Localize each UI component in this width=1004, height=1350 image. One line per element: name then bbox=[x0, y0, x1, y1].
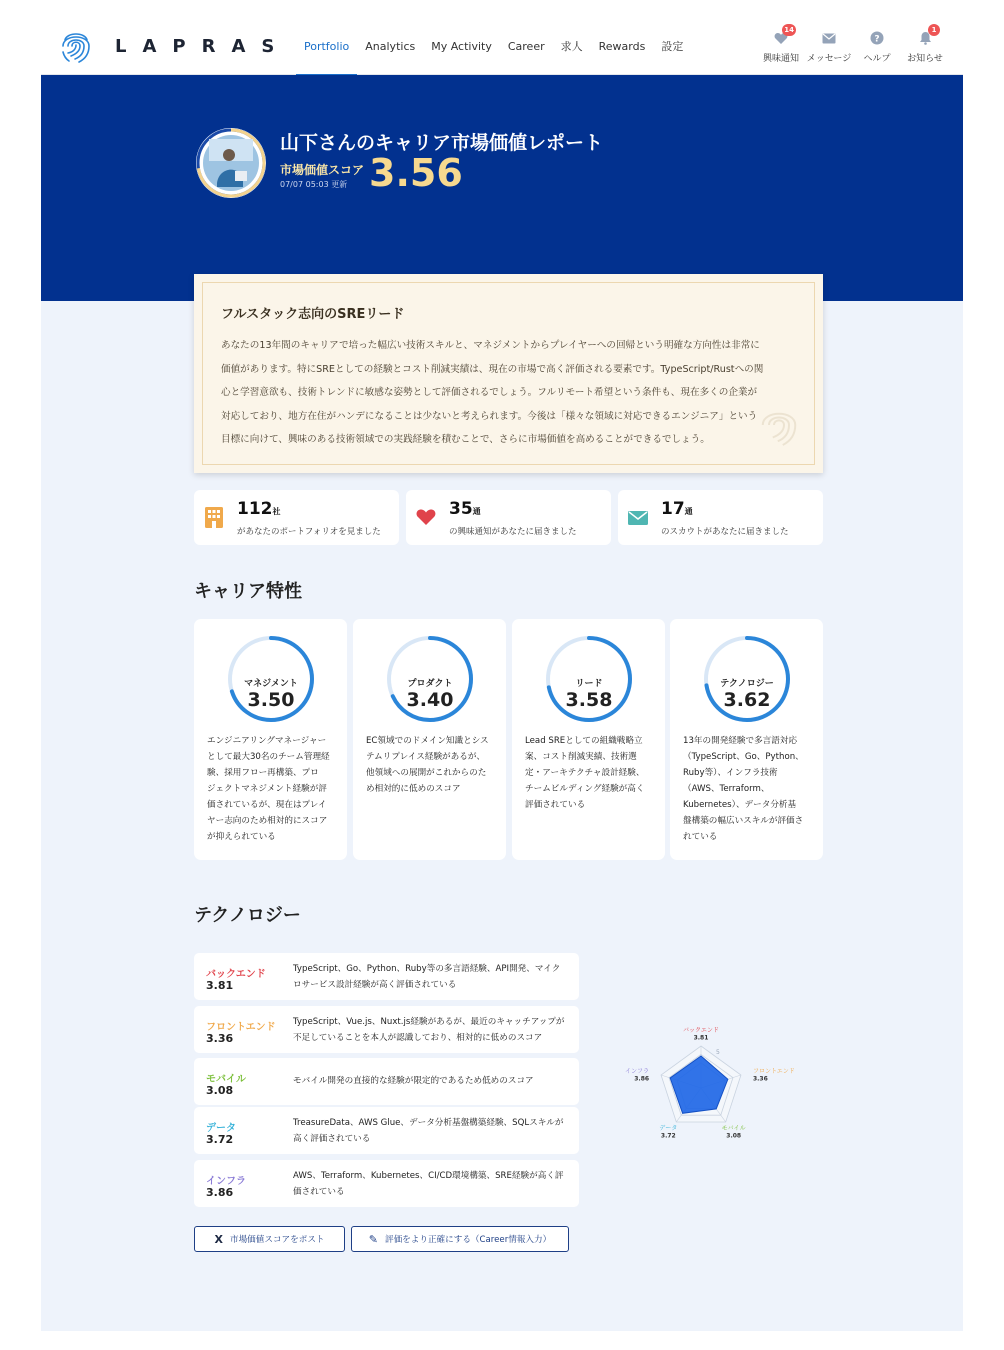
career-description: EC領域でのドメイン知識とシス テムリプレイス経験があるが、 他領域への展開がこれからのた め相対的に低めのスコア bbox=[366, 736, 489, 794]
gauge-label: リード bbox=[575, 679, 603, 689]
career-card-management bbox=[194, 619, 347, 860]
interest-badge: 14 bbox=[784, 26, 794, 34]
mail-icon bbox=[628, 506, 648, 528]
tech-description: モバイル開発の直接的な経験が限定的であるため低めのスコア bbox=[293, 1076, 534, 1086]
career-description: Lead SREとしての組織戦略立 案、コスト削減実績、技術選 定・アーキテクチャ設計経験、 チームビルディング経験が高く 評価されている bbox=[525, 736, 645, 810]
post-score-label: 市場価値スコアをポスト bbox=[229, 1235, 325, 1245]
improve-accuracy-label: 評価をより正確にする（Career情報入力） bbox=[384, 1235, 552, 1245]
nav-career[interactable]: Career bbox=[507, 40, 545, 53]
radar-axis-value: 3.36 bbox=[752, 1075, 768, 1083]
stat-number: 35通 bbox=[449, 499, 481, 519]
interest-label: 興味通知 bbox=[762, 54, 799, 64]
radar-axis-name: モバイル bbox=[721, 1124, 746, 1132]
stat-text: のスカウトがあなたに届きました bbox=[661, 527, 789, 537]
radar-scale-label: 5 bbox=[716, 1049, 720, 1056]
stat-portfolio-views bbox=[194, 490, 399, 545]
tech-name: モバイル bbox=[206, 1074, 246, 1085]
pencil-icon: ✎ bbox=[368, 1232, 378, 1246]
updated-time: 07/07 05:03 更新 bbox=[280, 180, 348, 189]
notices-label: お知らせ bbox=[907, 54, 943, 64]
help-label: ヘルプ bbox=[863, 54, 891, 64]
main-nav bbox=[296, 18, 691, 75]
tech-score: 3.36 bbox=[206, 1032, 234, 1045]
stat-scouts bbox=[618, 490, 823, 545]
tech-score: 3.86 bbox=[206, 1186, 234, 1199]
help-icon bbox=[853, 29, 901, 47]
radar-axis-value: 3.81 bbox=[693, 1034, 709, 1042]
tech-name: フロントエンド bbox=[206, 1022, 276, 1033]
radar-axis-value: 3.72 bbox=[660, 1132, 676, 1140]
summary-line: 心と学習意欲も、技術トレンドに敏感な姿勢として評価されるでしょう。フルリモート希望という条件も、現在多くの企業が bbox=[221, 387, 758, 398]
help-button[interactable] bbox=[853, 29, 901, 64]
score-gauge bbox=[702, 634, 792, 724]
tech-description: TreasureData、AWS Glue、データ分析基盤構築経験、SQLスキルが 高く評価されている bbox=[293, 1118, 564, 1144]
score-gauge bbox=[226, 634, 316, 724]
stat-interest-notices bbox=[406, 490, 611, 545]
heart-icon bbox=[757, 29, 805, 47]
summary-line: 目標に向けて、興味のある技術領域での実践経験を積むことで、さらに市場価値を高めることができるでしょう。 bbox=[221, 434, 710, 445]
market-score-label: 市場価値スコア bbox=[280, 163, 365, 177]
hero-banner bbox=[41, 75, 963, 301]
radar-axis-name: インフラ bbox=[625, 1068, 650, 1076]
gauge-value: 3.58 bbox=[565, 689, 613, 711]
gauge-label: マネジメント bbox=[244, 679, 298, 689]
messages-label: メッセージ bbox=[806, 54, 852, 64]
logo-text[interactable]: LAPRAS bbox=[115, 36, 291, 57]
tech-score: 3.81 bbox=[206, 979, 234, 992]
tech-row-mobile bbox=[194, 1058, 579, 1105]
mail-icon bbox=[805, 29, 853, 47]
top-header bbox=[41, 18, 963, 75]
score-gauge bbox=[385, 634, 475, 724]
summary-line: あなたの13年間のキャリアで培った幅広い技術スキルと、マネジメントからプレイヤーへの回帰という明確な方向性は非常に bbox=[221, 340, 760, 351]
stat-number: 17通 bbox=[661, 499, 693, 519]
career-section-title: キャリア特性 bbox=[194, 581, 302, 602]
gauge-label: テクノロジー bbox=[720, 679, 774, 689]
summary-card bbox=[194, 274, 823, 473]
radar-axis-name: フロントエンド bbox=[752, 1068, 795, 1076]
notices-badge: 1 bbox=[928, 24, 940, 36]
tech-name: データ bbox=[206, 1123, 236, 1134]
tech-row-frontend bbox=[194, 1006, 579, 1053]
gauge-label: プロダクト bbox=[407, 679, 453, 689]
svg-text:?: ? bbox=[874, 34, 880, 45]
radar-axis-name: バックエンド bbox=[683, 1027, 719, 1034]
summary-line: 価値があります。特にSREとしての経験とコスト削減実績は、現在の市場で高く評価される要素です。TypeScript/Rustへの関 bbox=[221, 363, 764, 375]
report-title: 山下さんのキャリア市場価値レポート bbox=[280, 132, 604, 154]
gauge-value: 3.40 bbox=[406, 689, 454, 711]
avatar bbox=[195, 127, 267, 199]
career-description: 13年の開発経験で多言語対応 （TypeScript、Go、Python、 Ruby等）、インフラ技術 （AWS、Terraform、 Kubernetes）、データ分析基 盤構築の幅広いスキルが評価さ れている bbox=[683, 736, 804, 842]
nav-analytics[interactable]: Analytics bbox=[365, 40, 416, 53]
tech-description: TypeScript、Vue.js、Nuxt.js経験があるが、最近のキャッチアップが 不足していることを本人が認識しており、相対的に低めのスコア bbox=[293, 1017, 565, 1043]
radar-axis-value: 3.86 bbox=[634, 1075, 650, 1083]
summary-line: 対応しており、地方在住がハンデになることは少ないと考えられます。今後は「様々な領域に対応できるエンジニア」という bbox=[221, 410, 758, 422]
nav-portfolio[interactable]: Portfolio bbox=[296, 18, 357, 75]
x-logo-icon: X bbox=[214, 1232, 223, 1246]
bell-icon bbox=[901, 29, 949, 47]
tech-description: TypeScript、Go、Python、Ruby等の多言語経験、API開発、マイク ロサービス設計経験が高く評価されている bbox=[293, 964, 561, 990]
fingerprint-watermark-icon bbox=[756, 400, 802, 450]
notices-button[interactable] bbox=[901, 26, 949, 64]
score-gauge bbox=[544, 634, 634, 724]
header-actions bbox=[757, 26, 949, 64]
tech-name: バックエンド bbox=[206, 969, 266, 980]
radar-axis-value: 3.08 bbox=[726, 1132, 742, 1140]
nav-my-activity[interactable]: My Activity bbox=[431, 40, 492, 53]
nav-jobs[interactable]: 求人 bbox=[560, 40, 583, 53]
radar-axis-name: データ bbox=[659, 1124, 678, 1132]
tech-row-data bbox=[194, 1107, 579, 1154]
summary-body bbox=[221, 334, 796, 452]
lapras-logo-icon[interactable] bbox=[59, 26, 93, 66]
summary-title: フルスタック志向のSREリード bbox=[221, 307, 405, 322]
career-card-technology bbox=[670, 619, 823, 860]
stat-text: の興味通知があなたに届きました bbox=[449, 527, 577, 537]
tech-score: 3.08 bbox=[206, 1084, 234, 1097]
nav-rewards[interactable]: Rewards bbox=[598, 40, 646, 53]
market-score-value: 3.56 bbox=[369, 151, 463, 195]
career-card-product bbox=[353, 619, 506, 860]
tech-description: AWS、Terraform、Kubernetes、CI/CD環境構築、SRE経験が高く評 価されている bbox=[293, 1171, 564, 1197]
nav-settings[interactable]: 設定 bbox=[661, 40, 684, 53]
career-description: エンジニアリングマネージャー として最大30名のチーム管理経 験、採用フロー再構築、プロ ジェクトマネジメント経験が評 価されているが、現在はプレイ ヤー志向のため相対的にスコア が抑えられている bbox=[207, 736, 330, 842]
gauge-value: 3.62 bbox=[723, 689, 771, 711]
tech-name: インフラ bbox=[206, 1176, 246, 1187]
tech-row-backend bbox=[194, 953, 579, 1000]
improve-accuracy-button[interactable] bbox=[351, 1226, 569, 1252]
technology-section-title: テクノロジー bbox=[194, 905, 301, 926]
building-icon bbox=[204, 506, 224, 528]
gauge-value: 3.50 bbox=[247, 689, 295, 711]
stat-text: があなたのポートフォリオを見ました bbox=[237, 527, 381, 537]
messages-button[interactable] bbox=[805, 29, 853, 64]
tech-row-infra bbox=[194, 1160, 579, 1207]
technology-radar-chart bbox=[612, 1008, 795, 1158]
interest-notifications-button[interactable] bbox=[757, 26, 805, 64]
career-card-lead bbox=[512, 619, 665, 860]
stat-number: 112社 bbox=[237, 499, 281, 519]
post-score-button[interactable] bbox=[194, 1226, 345, 1252]
heart-icon bbox=[416, 506, 436, 528]
tech-score: 3.72 bbox=[206, 1133, 234, 1146]
